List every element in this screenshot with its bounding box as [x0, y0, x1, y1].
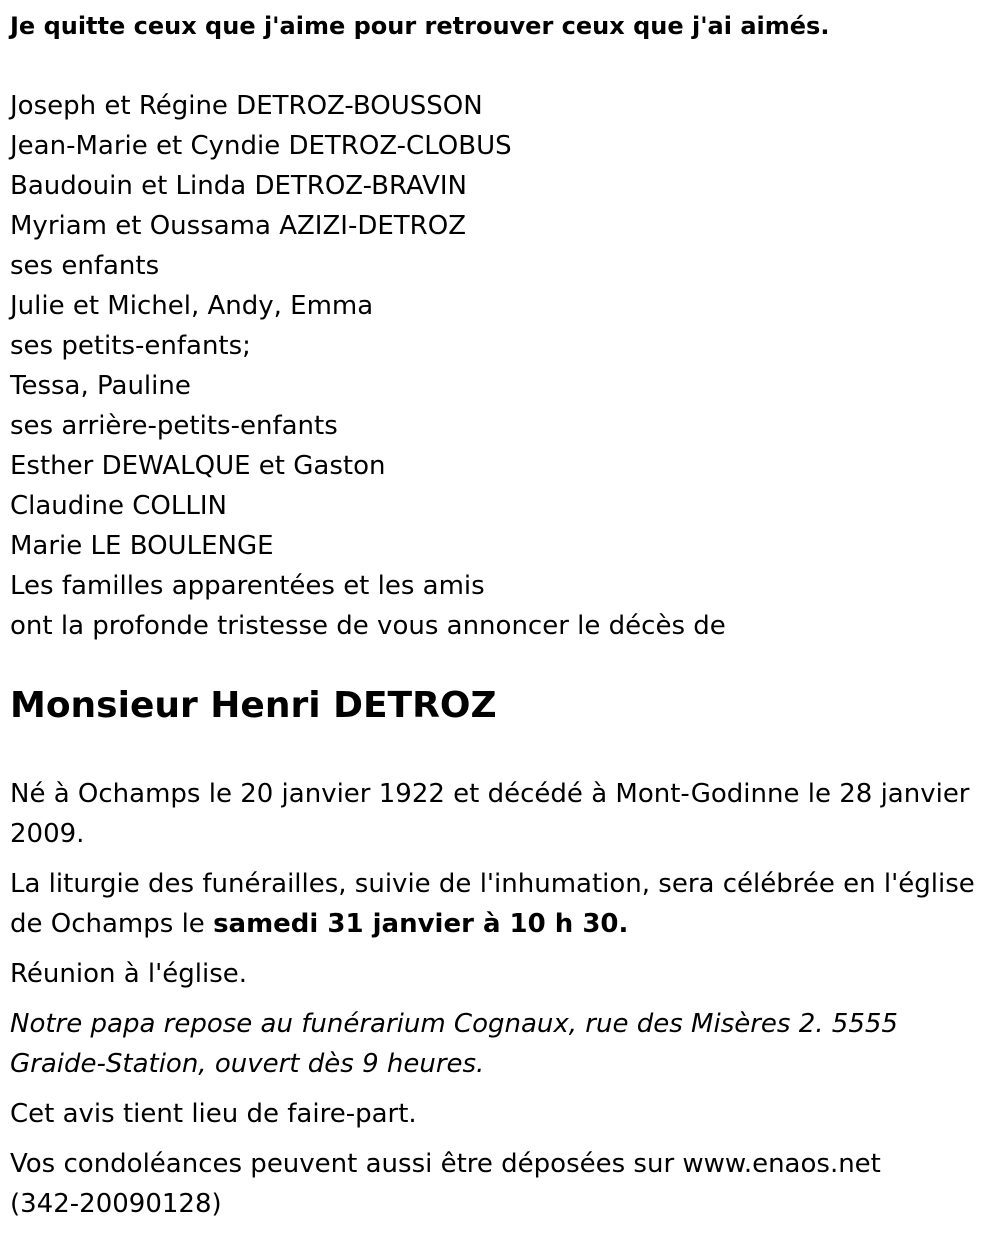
deceased-name: Monsieur Henri DETROZ — [10, 685, 497, 726]
birth-death-text: Né à Ochamps le 20 janvier 1922 et décédé à Mont-Godinne le 28 janvier 2009. — [10, 779, 970, 849]
family-line: Julie et Michel, Andy, Emma — [10, 291, 374, 321]
funeral-details — [10, 774, 985, 1234]
family-line: Claudine COLLIN — [10, 491, 227, 521]
family-line: Joseph et Régine DETROZ-BOUSSON — [10, 91, 483, 121]
family-line: Jean-Marie et Cyndie DETROZ-CLOBUS — [10, 131, 512, 161]
family-line: ses arrière-petits-enfants — [10, 411, 338, 441]
family-line: Marie LE BOULENGE — [10, 531, 274, 561]
family-line: Baudouin et Linda DETROZ-BRAVIN — [10, 171, 467, 201]
family-line: Myriam et Oussama AZIZI-DETROZ — [10, 211, 467, 241]
notice-text: Cet avis tient lieu de faire-part. — [10, 1099, 417, 1129]
condolences-text — [10, 1144, 985, 1224]
condolences-line: Vos condoléances peuvent aussi être déposées sur www.enaos.net — [10, 1149, 881, 1179]
family-line: Les familles apparentées et les amis — [10, 571, 485, 601]
family-line: ses enfants — [10, 251, 160, 281]
family-line: ont la profonde tristesse de vous annoncer le décès de — [10, 611, 726, 641]
viewing-text: Notre papa repose au funérarium Cognaux, rue des Misères 2. 5555 Graide-Station, ouvert dès 9 heures. — [10, 1009, 898, 1079]
funeral-date: samedi 31 janvier à 10 h 30. — [213, 909, 629, 939]
epigraph: Je quitte ceux que j'aime pour retrouver ceux que j'ai aimés. — [10, 12, 830, 40]
family-line: Tessa, Pauline — [10, 371, 191, 401]
gathering-text: Réunion à l'église. — [10, 959, 248, 989]
funeral-text-intro: La liturgie des funérailles, suivie de l'inhumation, sera célébrée en l'église de Ochamps le — [10, 869, 975, 939]
funeral-text — [10, 864, 985, 944]
family-line: Esther DEWALQUE et Gaston — [10, 451, 386, 481]
family-line: ses petits-enfants; — [10, 331, 251, 361]
family-list — [10, 86, 726, 646]
reference-code: (342-20090128) — [10, 1189, 222, 1219]
